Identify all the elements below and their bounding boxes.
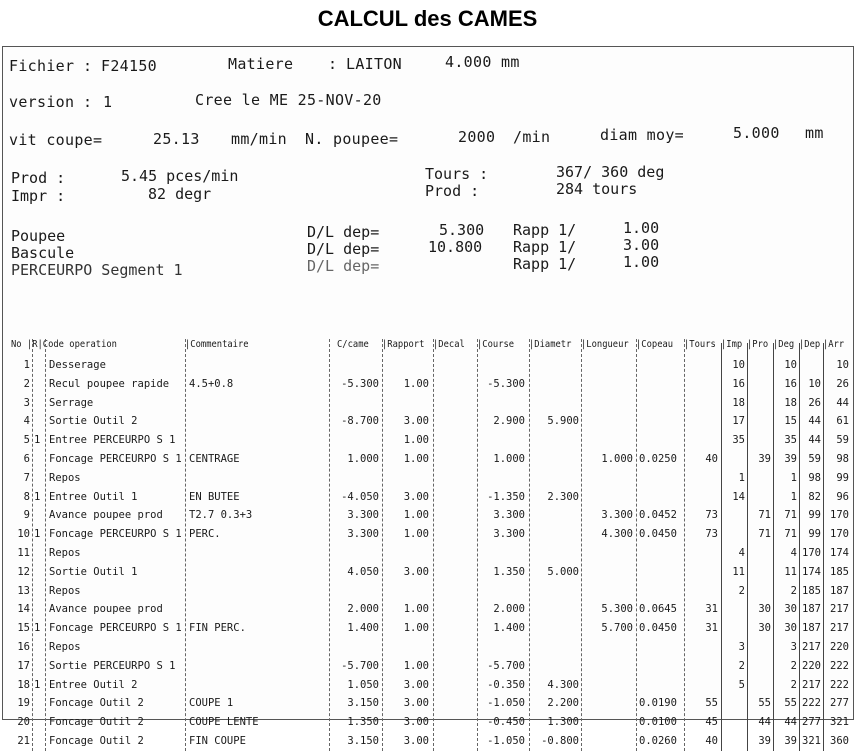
row-c-came: -4.050 — [341, 490, 379, 503]
created-text: Cree le ME 25-NOV-20 — [195, 91, 382, 109]
row-no: 2 — [23, 377, 30, 390]
row-longueur: 1.000 — [601, 453, 633, 465]
row-pro: 30 — [758, 622, 771, 635]
row-deg: 18 — [784, 396, 797, 409]
row-imp: 10 — [732, 359, 745, 371]
row-c-came: 1.400 — [347, 622, 379, 635]
col-header-arr: |Arr — [823, 339, 845, 350]
row-commentaire: FIN PERC. — [189, 622, 246, 635]
fichier-sep: : — [83, 57, 93, 75]
row-code-operation: Repos — [49, 547, 81, 559]
row-no: 9 — [23, 509, 30, 522]
fichier-label: Fichier — [9, 57, 75, 75]
row-c-came: 3.150 — [347, 735, 379, 747]
row-rapport: 3.00 — [403, 565, 429, 578]
row-deg: 55 — [784, 697, 797, 710]
prod2-value: 284 tours — [556, 180, 638, 198]
row-r-flag: 1 — [34, 678, 41, 691]
row-arr: 360 — [830, 735, 849, 747]
row-deg: 16 — [784, 377, 797, 390]
row-no: 18 — [17, 678, 30, 691]
row-deg: 15 — [784, 415, 797, 428]
row-arr: 187 — [830, 584, 849, 597]
row-copeau: 0.0645 — [639, 603, 677, 616]
row-arr: 174 — [830, 547, 849, 559]
row-imp: 14 — [732, 490, 745, 503]
row-course: 3.300 — [493, 509, 525, 522]
row-copeau: 0.0260 — [639, 735, 677, 747]
spindle-dl-label: D/L dep= — [307, 240, 380, 258]
row-r-flag: 1 — [34, 434, 41, 447]
n-poupee-value: 2000 — [458, 128, 496, 146]
row-imp: 16 — [732, 377, 745, 390]
row-tours: 55 — [705, 697, 718, 710]
row-r-flag: 1 — [34, 490, 41, 503]
row-no: 4 — [23, 415, 30, 428]
row-course: 1.350 — [493, 565, 525, 578]
row-c-came: 4.050 — [347, 565, 379, 578]
row-tours: 73 — [705, 528, 718, 541]
row-tours: 40 — [705, 453, 718, 465]
row-imp: 35 — [732, 434, 745, 447]
row-c-came: -8.700 — [341, 415, 379, 428]
row-code-operation: Sortie PERCEURPO S 1 — [49, 659, 176, 672]
row-rapport: 3.00 — [403, 415, 429, 428]
row-diametr: -0.800 — [541, 735, 579, 747]
row-imp: 4 — [738, 547, 745, 559]
row-dep: 170 — [802, 547, 821, 559]
row-course: -5.300 — [487, 377, 525, 390]
col-header-copeau: |Copeau — [636, 339, 674, 350]
vit-coupe-unit: mm/min — [231, 130, 287, 148]
row-no: 14 — [17, 603, 30, 616]
row-dep: 187 — [802, 603, 821, 616]
row-tours: 40 — [705, 735, 718, 747]
spindle-rapp-value: 3.00 — [623, 236, 660, 254]
matiere-sep: : — [328, 55, 338, 73]
row-diametr: 4.300 — [547, 678, 579, 691]
col-header-pro: |Pro — [747, 339, 769, 350]
row-code-operation: Foncage PERCEURPO S 1 — [49, 453, 182, 465]
row-deg: 10 — [784, 359, 797, 371]
row-course: 1.000 — [493, 453, 525, 465]
row-course: -1.050 — [487, 697, 525, 710]
row-arr: 217 — [830, 622, 849, 635]
row-rapport: 1.00 — [403, 659, 429, 672]
col-header-longueur: |Longueur — [581, 339, 629, 350]
row-deg: 2 — [790, 678, 797, 691]
col-header-tours: |Tours — [684, 339, 716, 350]
row-copeau: 0.0100 — [639, 716, 677, 729]
tours-label: Tours : — [425, 165, 489, 183]
row-imp: 11 — [732, 565, 745, 578]
row-copeau: 0.0250 — [639, 453, 677, 465]
row-deg: 1 — [790, 490, 797, 503]
row-arr: 99 — [836, 471, 849, 484]
spindle-dl-label: D/L dep= — [307, 223, 380, 241]
row-commentaire: FIN COUPE — [189, 735, 246, 747]
col-header-came: C/came — [337, 339, 369, 350]
row-dep: 277 — [802, 716, 821, 729]
row-deg: 3 — [790, 641, 797, 653]
col-header-decal: |Decal — [433, 339, 465, 350]
row-dep: 82 — [808, 490, 821, 503]
impr-value: 82 degr — [148, 185, 212, 203]
row-arr: 170 — [830, 509, 849, 522]
row-arr: 220 — [830, 641, 849, 653]
row-dep: 44 — [808, 434, 821, 447]
matiere-label: Matiere — [228, 55, 294, 73]
row-imp: 2 — [738, 584, 745, 597]
row-deg: 71 — [784, 528, 797, 541]
row-deg: 2 — [790, 659, 797, 672]
row-code-operation: Entree Outil 1 — [49, 490, 138, 503]
row-arr: 321 — [830, 716, 849, 729]
row-c-came: 2.000 — [347, 603, 379, 616]
row-arr: 277 — [830, 697, 849, 710]
spindle-dl-value: 5.300 — [439, 221, 485, 239]
row-dep: 217 — [802, 678, 821, 691]
row-commentaire: PERC. — [189, 528, 221, 541]
row-deg: 39 — [784, 453, 797, 465]
row-no: 20 — [17, 716, 30, 729]
n-poupee-unit: /min — [513, 128, 551, 146]
row-imp: 2 — [738, 659, 745, 672]
row-imp: 18 — [732, 396, 745, 409]
row-arr: 59 — [836, 434, 849, 447]
row-arr: 222 — [830, 678, 849, 691]
row-commentaire: 4.5+0.8 — [189, 377, 234, 390]
row-tours: 31 — [705, 603, 718, 616]
row-pro: 30 — [758, 603, 771, 616]
row-course: 3.300 — [493, 528, 525, 541]
row-imp: 5 — [738, 678, 745, 691]
row-arr: 170 — [830, 528, 849, 541]
row-code-operation: Serrage — [49, 396, 94, 409]
row-course: 2.900 — [493, 415, 525, 428]
row-dep: 26 — [808, 396, 821, 409]
row-dep: 44 — [808, 415, 821, 428]
row-imp: 3 — [738, 641, 745, 653]
row-arr: 26 — [836, 377, 849, 390]
row-arr: 222 — [830, 659, 849, 672]
spindle-rapp-label: Rapp 1/ — [513, 238, 577, 256]
row-dep: 99 — [808, 528, 821, 541]
row-longueur: 3.300 — [601, 509, 633, 522]
row-no: 3 — [23, 396, 30, 409]
row-commentaire: COUPE LENTE — [189, 716, 259, 729]
spindle-name: PERCEURPO Segment 1 — [11, 261, 183, 279]
row-dep: 98 — [808, 471, 821, 484]
row-c-came: 1.000 — [347, 453, 379, 465]
spindle-rapp-value: 1.00 — [623, 219, 660, 237]
col-header-imp: |Imp — [721, 339, 743, 350]
fichier-value: F24150 — [101, 57, 157, 75]
row-longueur: 5.700 — [601, 622, 633, 635]
row-rapport: 1.00 — [403, 377, 429, 390]
col-header-course: |Course — [477, 339, 515, 350]
row-pro: 71 — [758, 509, 771, 522]
row-c-came: 3.300 — [347, 528, 379, 541]
row-rapport: 1.00 — [403, 603, 429, 616]
row-copeau: 0.0190 — [639, 697, 677, 710]
row-no: 15 — [17, 622, 30, 635]
row-diametr: 5.000 — [547, 565, 579, 578]
row-rapport: 3.00 — [403, 735, 429, 747]
row-rapport: 1.00 — [403, 453, 429, 465]
row-no: 6 — [23, 453, 30, 465]
row-dep: 99 — [808, 509, 821, 522]
row-rapport: 1.00 — [403, 509, 429, 522]
row-longueur: 5.300 — [601, 603, 633, 616]
row-imp: 1 — [738, 471, 745, 484]
row-code-operation: Avance poupee prod — [49, 603, 163, 616]
row-deg: 71 — [784, 509, 797, 522]
row-rapport: 1.00 — [403, 434, 429, 447]
diam-moy-label: diam moy= — [600, 126, 684, 144]
row-code-operation: Entree PERCEURPO S 1 — [49, 434, 176, 447]
row-deg: 1 — [790, 471, 797, 484]
row-deg: 30 — [784, 622, 797, 635]
row-dep: 59 — [808, 453, 821, 465]
row-deg: 11 — [784, 565, 797, 578]
row-code-operation: Entree Outil 2 — [49, 678, 138, 691]
row-arr: 217 — [830, 603, 849, 616]
row-deg: 2 — [790, 584, 797, 597]
row-code-operation: Repos — [49, 584, 81, 597]
row-course: -5.700 — [487, 659, 525, 672]
row-dep: 185 — [802, 584, 821, 597]
row-course: 2.000 — [493, 603, 525, 616]
row-deg: 39 — [784, 735, 797, 747]
diam-moy-value: 5.000 — [733, 124, 780, 142]
row-no: 1 — [23, 359, 30, 371]
col-header-commentaire: |Commentaire — [185, 339, 249, 350]
row-arr: 61 — [836, 415, 849, 428]
page-title: CALCUL des CAMES — [317, 6, 538, 31]
row-imp: 17 — [732, 415, 745, 428]
row-rapport: 3.00 — [403, 716, 429, 729]
row-no: 8 — [23, 490, 30, 503]
row-arr: 185 — [830, 565, 849, 578]
row-no: 19 — [17, 697, 30, 710]
col-header-dep: |Dep — [799, 339, 821, 350]
row-no: 16 — [17, 641, 30, 653]
version-label: version — [9, 93, 75, 111]
row-course: -0.450 — [487, 716, 525, 729]
row-pro: 39 — [758, 453, 771, 465]
row-no: 12 — [17, 565, 30, 578]
row-dep: 174 — [802, 565, 821, 578]
row-course: -1.350 — [487, 490, 525, 503]
row-code-operation: Sortie Outil 2 — [49, 415, 138, 428]
row-commentaire: EN BUTEE — [189, 490, 240, 503]
spindle-rapp-label: Rapp 1/ — [513, 221, 577, 239]
prod-value: 5.45 pces/min — [121, 167, 239, 185]
row-code-operation: Foncage Outil 2 — [49, 716, 144, 729]
row-rapport: 3.00 — [403, 490, 429, 503]
row-rapport: 3.00 — [403, 697, 429, 710]
row-dep: 217 — [802, 641, 821, 653]
row-deg: 44 — [784, 716, 797, 729]
row-code-operation: Desserage — [49, 359, 106, 371]
row-dep: 222 — [802, 697, 821, 710]
row-no: 21 — [17, 735, 30, 747]
row-code-operation: Foncage Outil 2 — [49, 735, 144, 747]
row-dep: 10 — [808, 377, 821, 390]
n-poupee-label: N. poupee= — [305, 130, 399, 148]
row-diametr: 2.200 — [547, 697, 579, 710]
row-commentaire: COUPE 1 — [189, 697, 234, 710]
cam-calculation-sheet — [2, 46, 854, 747]
row-copeau: 0.0452 — [639, 509, 677, 522]
row-diametr: 5.900 — [547, 415, 579, 428]
col-header-no: No |R|Code operation — [11, 339, 117, 350]
row-arr: 96 — [836, 490, 849, 503]
row-c-came: 1.350 — [347, 716, 379, 729]
col-header-rapport: |Rapport — [382, 339, 425, 350]
row-no: 13 — [17, 584, 30, 597]
row-no: 17 — [17, 659, 30, 672]
row-commentaire: CENTRAGE — [189, 453, 240, 465]
diam-moy-unit: mm — [805, 124, 824, 142]
row-code-operation: Repos — [49, 471, 81, 484]
row-code-operation: Avance poupee prod — [49, 509, 163, 522]
row-pro: 39 — [758, 735, 771, 747]
prod2-label: Prod : — [425, 182, 480, 200]
row-deg: 4 — [790, 547, 797, 559]
col-header-diametr: |Diametr — [529, 339, 572, 350]
row-code-operation: Foncage PERCEURPO S 1 — [49, 622, 182, 635]
row-rapport: 1.00 — [403, 622, 429, 635]
row-tours: 31 — [705, 622, 718, 635]
row-c-came: -5.700 — [341, 659, 379, 672]
row-diametr: 2.300 — [547, 490, 579, 503]
row-c-came: 3.300 — [347, 509, 379, 522]
row-code-operation: Foncage Outil 2 — [49, 697, 144, 710]
row-c-came: 1.050 — [347, 678, 379, 691]
spindle-dl-value: 10.800 — [428, 238, 483, 256]
row-course: 1.400 — [493, 622, 525, 635]
row-r-flag: 1 — [34, 622, 41, 635]
row-arr: 10 — [836, 359, 849, 371]
row-pro: 55 — [758, 697, 771, 710]
diametre-value: 4.000 mm — [445, 53, 520, 71]
row-c-came: 3.150 — [347, 697, 379, 710]
row-dep: 321 — [802, 735, 821, 747]
row-pro: 71 — [758, 528, 771, 541]
row-tours: 73 — [705, 509, 718, 522]
row-no: 11 — [17, 547, 30, 559]
row-r-flag: 1 — [34, 528, 41, 541]
spindle-rapp-label: Rapp 1/ — [513, 255, 577, 273]
row-no: 5 — [23, 434, 30, 447]
row-copeau: 0.0450 — [639, 528, 677, 541]
row-dep: 220 — [802, 659, 821, 672]
spindle-rapp-value: 1.00 — [623, 253, 660, 271]
row-code-operation: Foncage PERCEURPO S 1 — [49, 528, 182, 541]
row-commentaire: T2.7 0.3+3 — [189, 509, 253, 522]
prod-label: Prod : — [11, 169, 66, 187]
row-arr: 44 — [836, 396, 849, 409]
row-deg: 35 — [784, 434, 797, 447]
col-header-deg: |Deg — [773, 339, 795, 350]
row-rapport: 1.00 — [403, 528, 429, 541]
spindle-name: Bascule — [11, 244, 75, 262]
vit-coupe-label: vit coupe= — [9, 131, 103, 149]
version-value: 1 — [103, 93, 113, 111]
row-tours: 45 — [705, 716, 718, 729]
row-no: 7 — [23, 471, 30, 484]
row-rapport: 3.00 — [403, 678, 429, 691]
row-arr: 98 — [836, 453, 849, 465]
row-no: 10 — [17, 528, 30, 541]
row-code-operation: Repos — [49, 641, 81, 653]
spindle-name: Poupee — [11, 227, 66, 245]
tours-value: 367/ 360 deg — [556, 163, 665, 181]
impr-label: Impr : — [11, 187, 66, 205]
matiere-value: LAITON — [346, 55, 402, 73]
row-diametr: 1.300 — [547, 716, 579, 729]
row-course: -0.350 — [487, 678, 525, 691]
row-copeau: 0.0450 — [639, 622, 677, 635]
row-c-came: -5.300 — [341, 377, 379, 390]
spindle-dl-label: D/L dep= — [307, 257, 380, 275]
row-code-operation: Sortie Outil 1 — [49, 565, 138, 578]
version-sep: : — [83, 93, 93, 111]
vit-coupe-value: 25.13 — [153, 130, 200, 148]
row-course: -1.050 — [487, 735, 525, 747]
row-longueur: 4.300 — [601, 528, 633, 541]
row-deg: 30 — [784, 603, 797, 616]
row-pro: 44 — [758, 716, 771, 729]
row-dep: 187 — [802, 622, 821, 635]
row-code-operation: Recul poupee rapide — [49, 377, 170, 390]
